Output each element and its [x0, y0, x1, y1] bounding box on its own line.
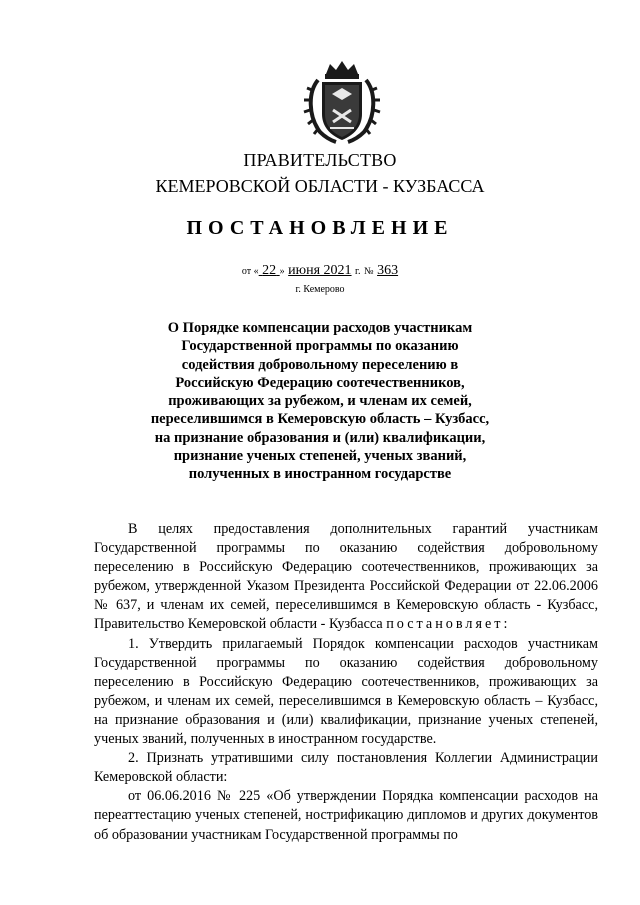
document-date-line — [0, 263, 640, 279]
government-name-line2: КЕМЕРОВСКОЙ ОБЛАСТИ - КУЗБАССА — [155, 176, 485, 196]
paragraph-item-2: 2. Признать утратившими силу постановления Коллегии Администрации Кемеровской области: — [94, 750, 598, 786]
date-prefix: от « — [241, 266, 259, 277]
document-body — [94, 520, 598, 845]
government-name-line1: ПРАВИТЕЛЬСТВО — [243, 150, 397, 170]
date-quote-close: » — [279, 266, 285, 277]
document-place: г. Кемерово — [295, 284, 345, 295]
resolves-word: постановляет: — [386, 616, 511, 633]
paragraph-item-1: 1. Утвердить прилагаемый Порядок компенсации расходов участникам Государственной программы по оказанию содействия добровольному переселению в Российскую Федерацию соотечественников, проживающих за рубежом, и членам их семей, переселившимся в Кемеровскую область – Кузбасс, на признание образования и (или) квалификации, признание ученых степеней, ученых званий, полученных в иностранном государстве. — [94, 635, 598, 748]
paragraph-item-2-sub: от 06.06.2016 № 225 «Об утверждении Порядка компенсации расходов на переаттестацию ученых степеней, нострификацию дипломов и других документов об образовании участникам Государственной программы по — [94, 788, 598, 843]
paragraph-preamble: В целях предоставления дополнительных гарантий участникам Государственной программы по оказанию содействия добровольному переселению в Российскую Федерацию соотечественников, проживающих за рубежом, утвержденной Указом Президента Российской Федерации от 22.06.2006 № 637, и членам их семей, переселившимся в Кемеровскую область - Кузбасс, Правительство Кемеровской области - Кузбасса постановляет: — [94, 521, 598, 633]
number-label: № — [364, 266, 374, 277]
document-number: 363 — [377, 263, 399, 278]
date-day: 22 — [262, 263, 277, 278]
document-subject-title: О Порядке компенсации расходов участникам Государственной программы по оказанию содействия добровольному переселению в Российскую Федерацию соотечественников, проживающих за рубежом, и членам их семей, переселившимся в Кемеровскую область – Кузбасс, на признание образования и (или) квалификации, признание ученых степеней, ученых званий, полученных в иностранном государстве — [150, 320, 490, 483]
date-year-suffix: г. — [355, 266, 361, 277]
date-month-year: июня 2021 — [288, 263, 352, 278]
document-type-title: ПОСТАНОВЛЕНИЕ — [186, 217, 454, 239]
coat-of-arms-icon — [302, 58, 382, 146]
